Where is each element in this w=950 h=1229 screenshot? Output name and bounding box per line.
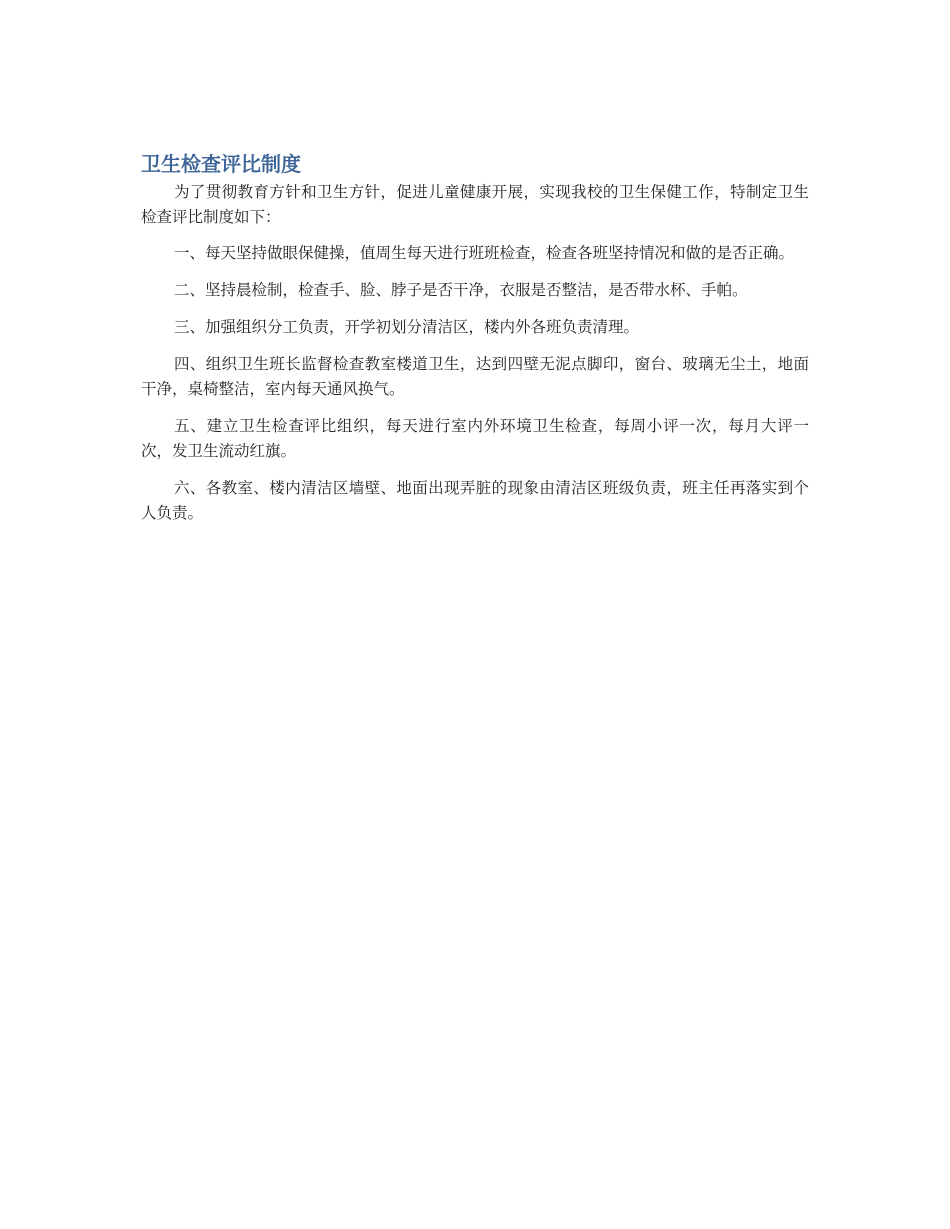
paragraph-item-3: 三、加强组织分工负责，开学初划分清洁区，楼内外各班负责清理。 — [174, 318, 640, 336]
paragraph-item-1: 一、每天坚持做眼保健操，值周生每天进行班班检查，检查各班坚持情况和做的是否正确。 — [174, 244, 795, 262]
paragraph-item-5: 五、建立卫生检查评比组织，每天进行室内外环境卫生检查，每周小评一次，每月大评一次，发卫生流动红旗。 — [141, 417, 809, 460]
paragraph-intro: 为了贯彻教育方针和卫生方针，促进儿童健康开展，实现我校的卫生保健工作，特制定卫生检查评比制度如下： — [141, 183, 809, 226]
document-title: 卫生检查评比制度 — [141, 152, 301, 176]
document-body — [141, 150, 809, 538]
paragraph-item-6: 六、各教室、楼内清洁区墙壁、地面出现弄脏的现象由清洁区班级负责，班主任再落实到个人负责。 — [141, 479, 809, 522]
paragraph-item-4: 四、组织卫生班长监督检查教室楼道卫生，达到四壁无泥点脚印，窗台、玻璃无尘土，地面干净，桌椅整洁，室内每天通风换气。 — [141, 355, 809, 398]
paragraph-item-2: 二、坚持晨检制，检查手、脸、脖子是否干净，衣服是否整洁，是否带水杯、手帕。 — [174, 281, 748, 299]
